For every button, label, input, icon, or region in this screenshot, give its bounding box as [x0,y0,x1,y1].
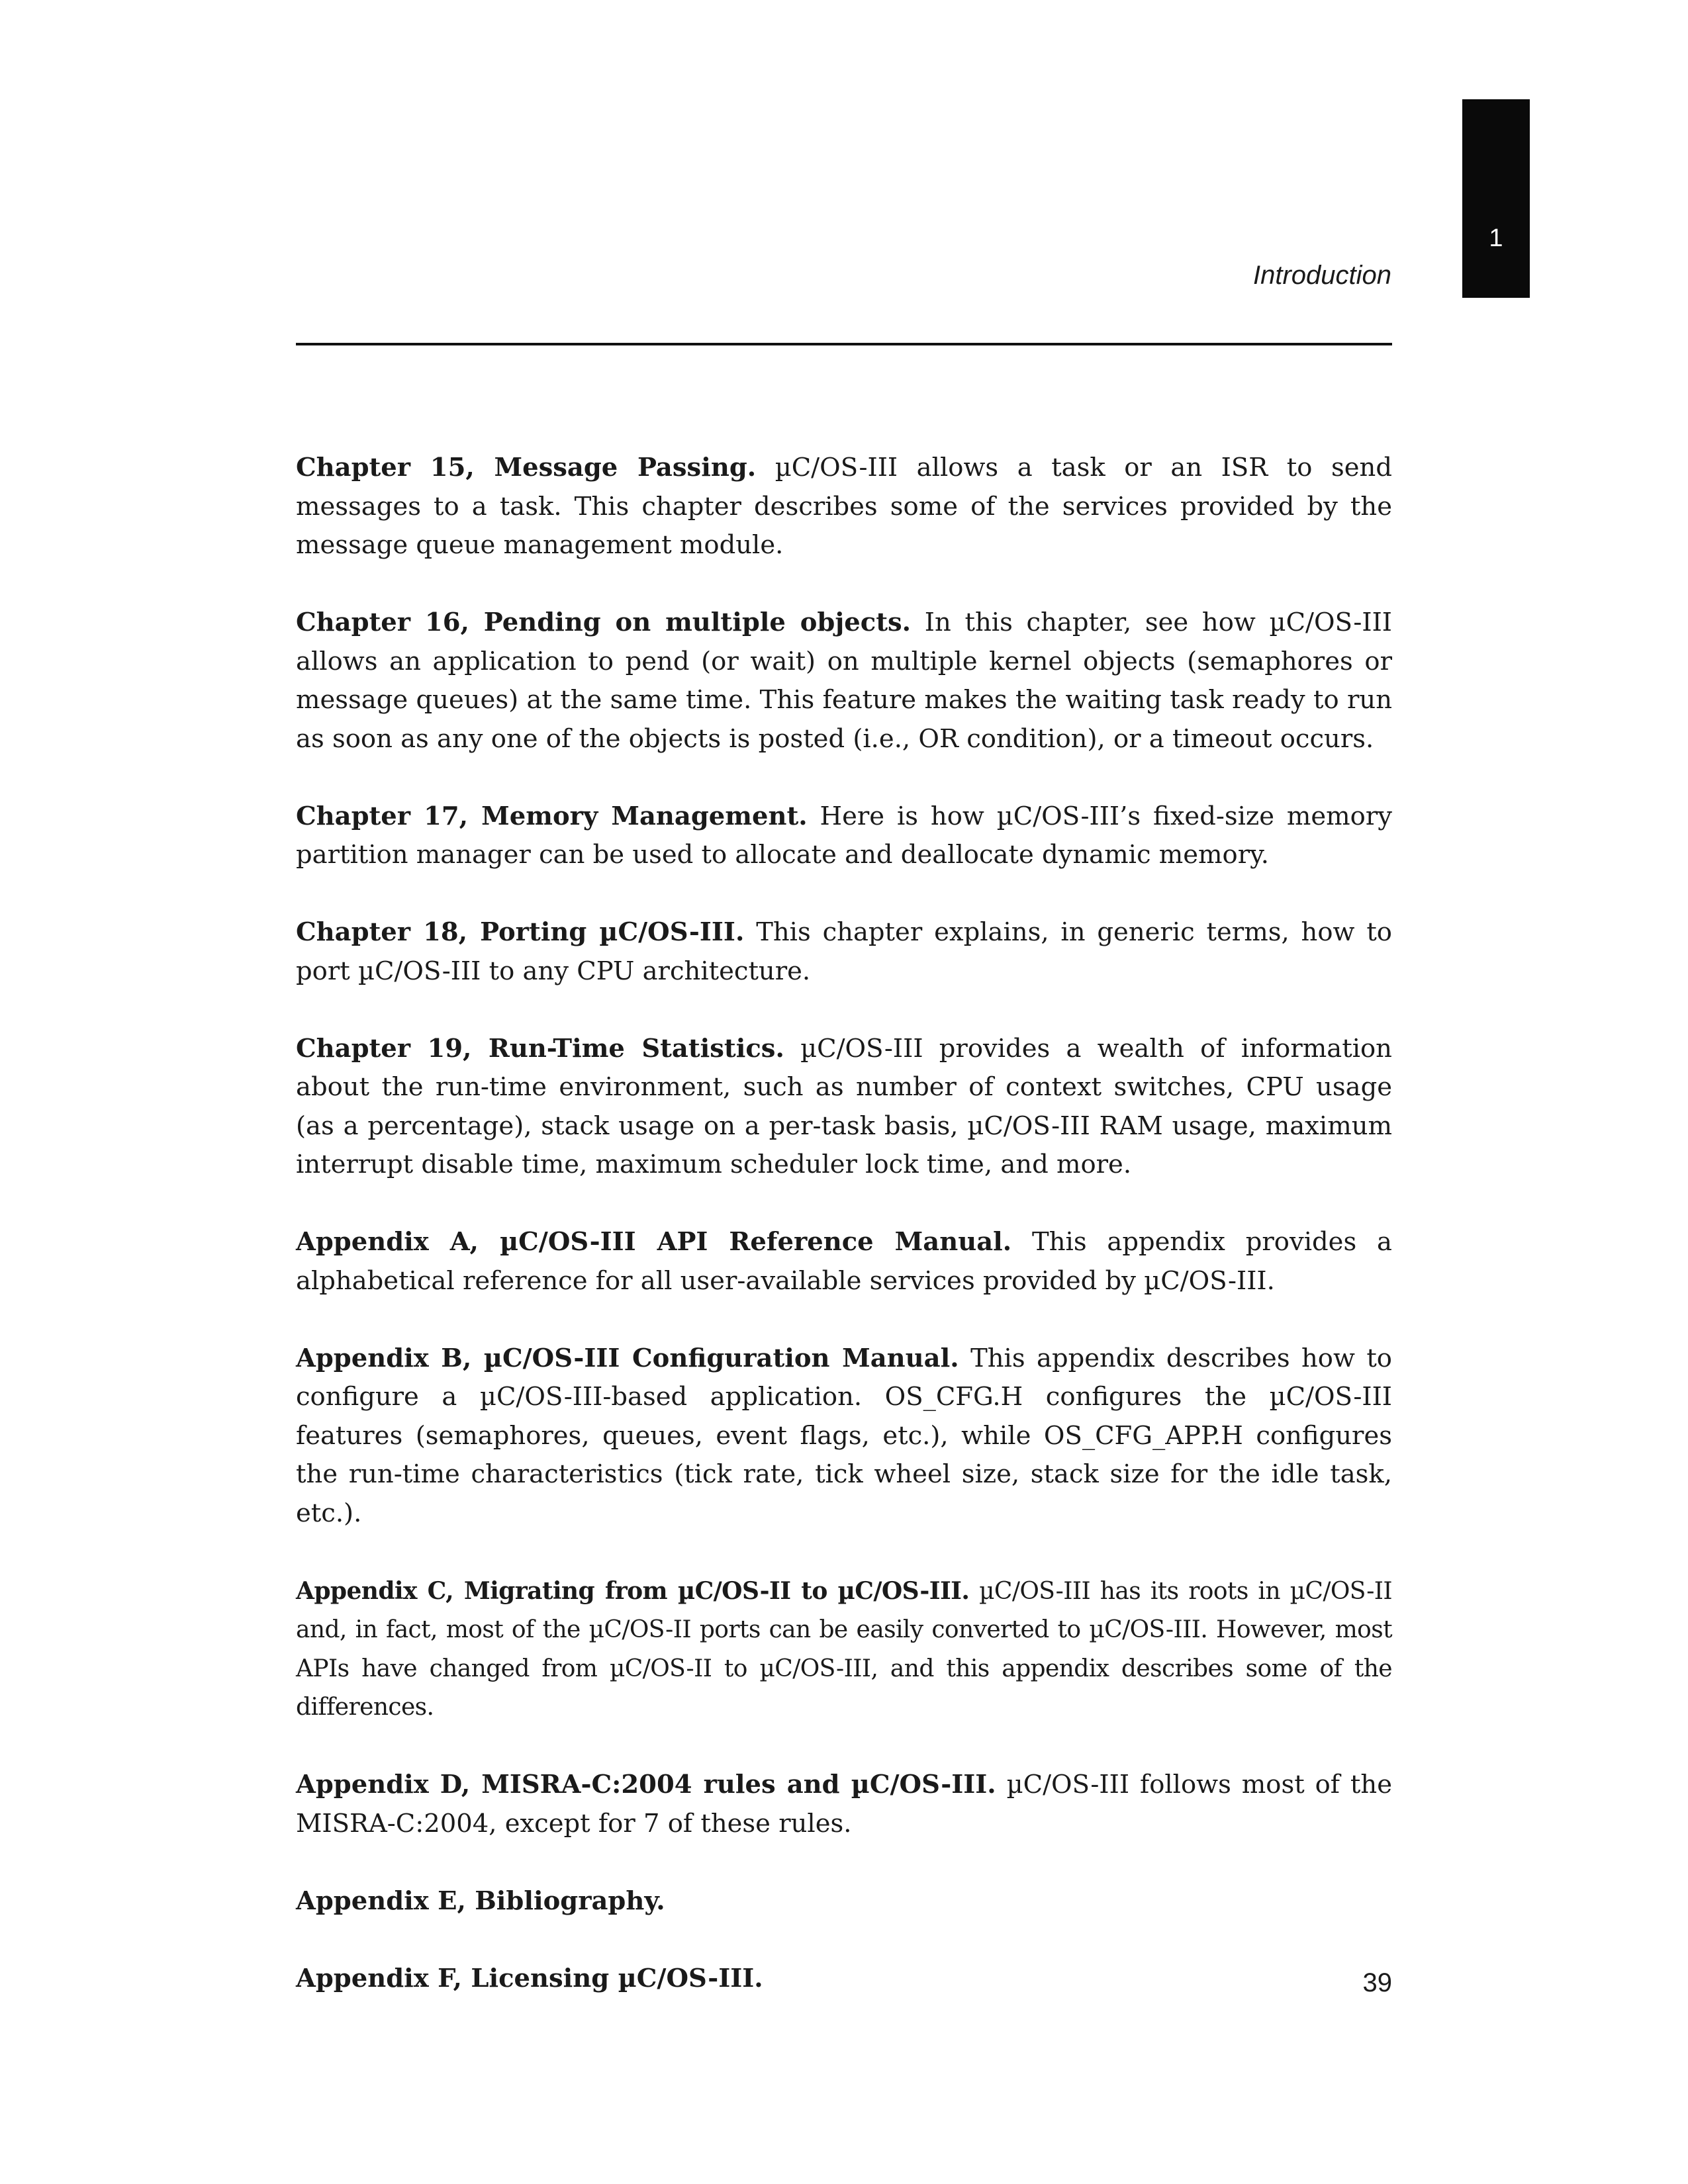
entry-appendix-e [296,1882,1392,1921]
entry-text: µC/OS-III provides a wealth of information about the run-time environment, such as number of context switches, CPU usage (as a percentage), stack usage on a per-task basis, µC/OS-III RAM usage, maximum interrupt disable time, maximum scheduler lock time, and more. [296,1033,1392,1179]
entry-text: In this chapter, see how µC/OS-III allows an application to pend (or wait) on multiple kernel objects (semaphores or message queues) at the same time. This feature makes the waiting task ready to run as soon as any one of the objects is posted (i.e., OR condition), or a timeout occurs. [296,608,1392,754]
entry-title: Chapter 18, Porting µC/OS-III. [296,917,745,947]
entry-title: Chapter 15, Message Passing. [296,453,757,482]
page-number: 39 [1362,1968,1392,1997]
entry-title: Appendix F, Licensing µC/OS-III. [296,1963,763,1993]
page-body [296,449,1392,2037]
entry-title: Chapter 17, Memory Management. [296,801,808,831]
running-header: Introduction [1252,261,1391,290]
header-rule [296,343,1392,345]
entry-appendix-f [296,1960,1392,1999]
entry-text: µC/OS-III allows a task or an ISR to send messages to a task. This chapter describes some of the services provided by the message queue management module. [296,453,1392,560]
entry-title: Appendix A, µC/OS-III API Reference Manual. [296,1227,1012,1257]
entry-text: This appendix describes how to configure a µC/OS-III-based application. OS_CFG.H configures the µC/OS-III features (semaphores, queues, event flags, etc.), while OS_CFG_APP.H configures the run-time characteristics (tick rate, tick wheel size, stack size for the idle task, etc.). [296,1343,1392,1528]
entry-title: Appendix E, Bibliography. [296,1886,665,1916]
entry-title: Appendix D, MISRA-C:2004 rules and µC/OS-III. [296,1770,996,1799]
entry-appendix-c [296,1572,1392,1727]
entry-chapter-19 [296,1030,1392,1185]
entry-appendix-b [296,1340,1392,1533]
chapter-tab-number: 1 [1489,224,1503,252]
entry-chapter-17 [296,797,1392,875]
entry-title: Appendix C, Migrating from µC/OS-II to µC/OS-III. [296,1576,970,1605]
entry-text: This chapter explains, in generic terms, how to port µC/OS-III to any CPU architecture. [296,917,1392,986]
entry-title: Chapter 16, Pending on multiple objects. [296,608,912,637]
entry-chapter-18 [296,913,1392,991]
entry-chapter-15 [296,449,1392,565]
entry-text: µC/OS-III has its roots in µC/OS-II and, in fact, most of the µC/OS-II ports can be easily converted to µC/OS-III. However, most APIs have changed from µC/OS-II to µC/OS-III, and this appendix describes some of the differences. [296,1577,1392,1721]
entry-appendix-d [296,1766,1392,1843]
entry-chapter-16 [296,604,1392,758]
entry-text: µC/OS-III follows most of the MISRA-C:2004, except for 7 of these rules. [296,1770,1392,1839]
entry-title: Chapter 19, Run-Time Statistics. [296,1033,784,1064]
entry-title: Appendix B, µC/OS-III Configuration Manual. [296,1343,959,1373]
entry-text: Here is how µC/OS-III’s fixed-size memory partition manager can be used to allocate and deallocate dynamic memory. [296,801,1392,870]
entry-text: This appendix provides a alphabetical reference for all user-available services provided by µC/OS-III. [296,1227,1392,1296]
chapter-tab [1462,99,1530,298]
entry-appendix-a [296,1223,1392,1300]
